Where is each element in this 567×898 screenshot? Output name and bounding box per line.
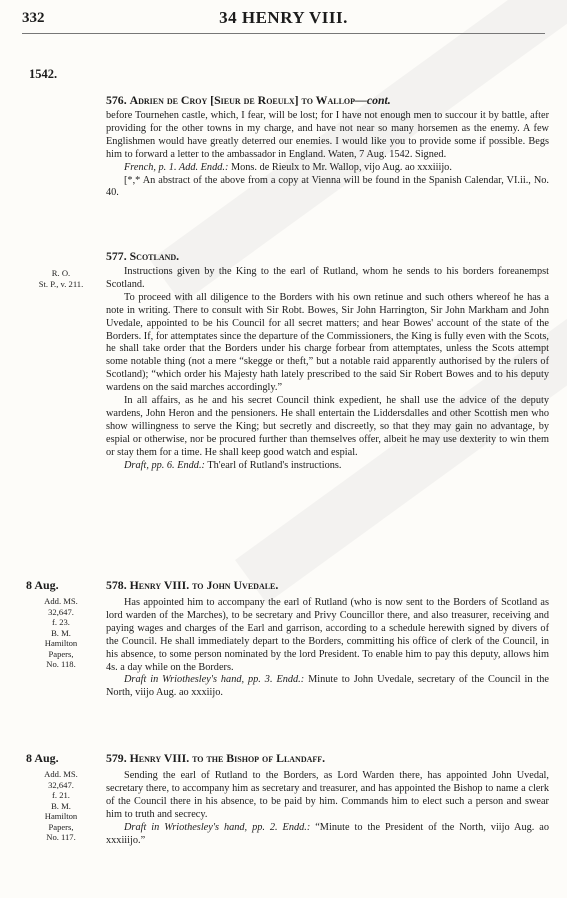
entry-text: Instructions given by the King to the earl of Rutland, whom he sends to his borders foreanempst Scotland. — [106, 266, 549, 290]
entry-title: Henry VIII. to John Uvedale. — [129, 578, 279, 592]
entry-text: Sending the earl of Rutland to the Borders, as Lord Warden there, has appointed John Uvedal, secretary there, to accompany him as secretary and treasurer, and has appointed the Bishop to name a clerk of the Council there in his absence, to be paid by him. Commands him to elect such a person and swear him to truth and secrecy. — [106, 770, 549, 820]
running-title: 34 HENRY VIII. — [219, 8, 348, 27]
entry-578-heading — [106, 578, 278, 593]
entry-number: 579. — [106, 751, 127, 765]
entry-578-date: 8 Aug. — [26, 578, 59, 592]
entry-text: To proceed with all diligence to the Borders with his own retinue and such others whereof he has a note in writing. There to consult with Sir Robt. Bowes, Sir John Harrington, Sir John Markham and John Uvedale, appointed to be his Council for all secret matters; and hear Bowes' account of the state of the Borders. If, for attemptates since the departure of the Commissioners, the King is fully even with the Scots, he shall take order that the Borders under his charge forbear from attemptates, unless the Scots attempt some notable thing (not a mere “skegge or theft,” but a notable raid apparently authorised by the rulers of Scotland); “which order his Majesty hath lately prescribed to the said Sir Robert Bowes and to his deputy wardens on the said marches accordingly.” — [106, 291, 549, 394]
entry-576-body — [106, 110, 549, 200]
entry-continued: cont. — [366, 93, 391, 107]
entry-579-body — [106, 770, 549, 847]
entry-579-date: 8 Aug. — [26, 751, 59, 765]
entry-579-heading — [106, 751, 325, 766]
entry-577-source: R. O. St. P., v. 211. — [38, 268, 84, 289]
entry-endorsement: French, p. 1. Add. Endd.: Mons. de Rieulx to Mr. Wallop, vijo Aug. ao xxxiiijo. — [124, 161, 452, 173]
entry-abstract-note: [*,* An abstract of the above from a copy at Vienna will be found in the Spanish Calendar, VI.ii., No. 40. — [106, 174, 549, 199]
page-number: 332 — [22, 10, 45, 26]
entry-578-source: Add. MS. 32,647. f. 23. B. M. Hamilton Papers, No. 118. — [44, 596, 78, 669]
entry-579-source: Add. MS. 32,647. f. 21. B. M. Hamilton Papers, No. 117. — [44, 769, 78, 842]
entry-577-body — [106, 266, 549, 473]
entry-text: before Tournehen castle, which, I fear, will be lost; for I have not enough men to succour it by battle, after providing for the other towns in my charge, and have not near so many horsemen as the enemy. A few Englishmen would have greatly deterred our enemies. I would like you to provide some if possible. Begs him to forward a letter to the ambassador in England. Waten, 7 Aug. 1542. Signed. — [106, 110, 549, 160]
entry-number: 578. — [106, 578, 127, 592]
entry-endorsement: Draft in Wriothesley's hand, pp. 2. Endd.: “Minute to the President of the North, viijo Aug. ao xxxiiijo.” — [106, 821, 550, 846]
entry-text: In all affairs, as he and his secret Council think expedient, he shall use the advice of the deputy wardens, John Heron and the pensioners. He shall entertain the Liddersdalles and other Scottish men who show willingness to serve the King; but secretly and discreetly, so that they may gain no advantage, by espial or otherwise, nor be procured further than themselves offer, albeit he may use dexterity to win them or stay them for a time. He shall keep good watch and espial. — [106, 395, 549, 458]
entry-title: Adrien de Croy [Sieur de Roeulx] to Wallop— — [129, 93, 367, 107]
entry-number: 576. — [106, 93, 127, 107]
entry-title: Henry VIII. to the Bishop of Llandaff. — [129, 751, 326, 765]
entry-endorsement: Draft in Wriothesley's hand, pp. 3. Endd.: Minute to John Uvedale, secretary of the Council in the North, viijo Aug. ao xxxiijo. — [106, 674, 549, 699]
entry-text: Has appointed him to accompany the earl of Rutland (who is now sent to the Borders of Scotland as lord warden of the Marches), to be secretary and Privy Councillor there, and also treasurer, receiving and paying wages and charges of the Earl and garrison, according to a schedule herewith signed by divers of the Council. He shall immediately depart to the Borders, committing his office of clerk of the Council, in his absence, to some person nominated by the lord President. To enable him to pay this deputy, allows him 4s. a day while on the Borders. — [106, 597, 549, 673]
year-label: 1542. — [29, 67, 58, 81]
entry-578-body — [106, 597, 549, 700]
header-rule — [22, 33, 545, 34]
entry-576-heading — [106, 93, 391, 108]
entry-endorsement: Draft, pp. 6. Endd.: Th'earl of Rutland's instructions. — [124, 459, 342, 471]
entry-title: Scotland. — [129, 249, 180, 263]
entry-number: 577. — [106, 249, 127, 263]
entry-577-heading — [106, 249, 179, 264]
